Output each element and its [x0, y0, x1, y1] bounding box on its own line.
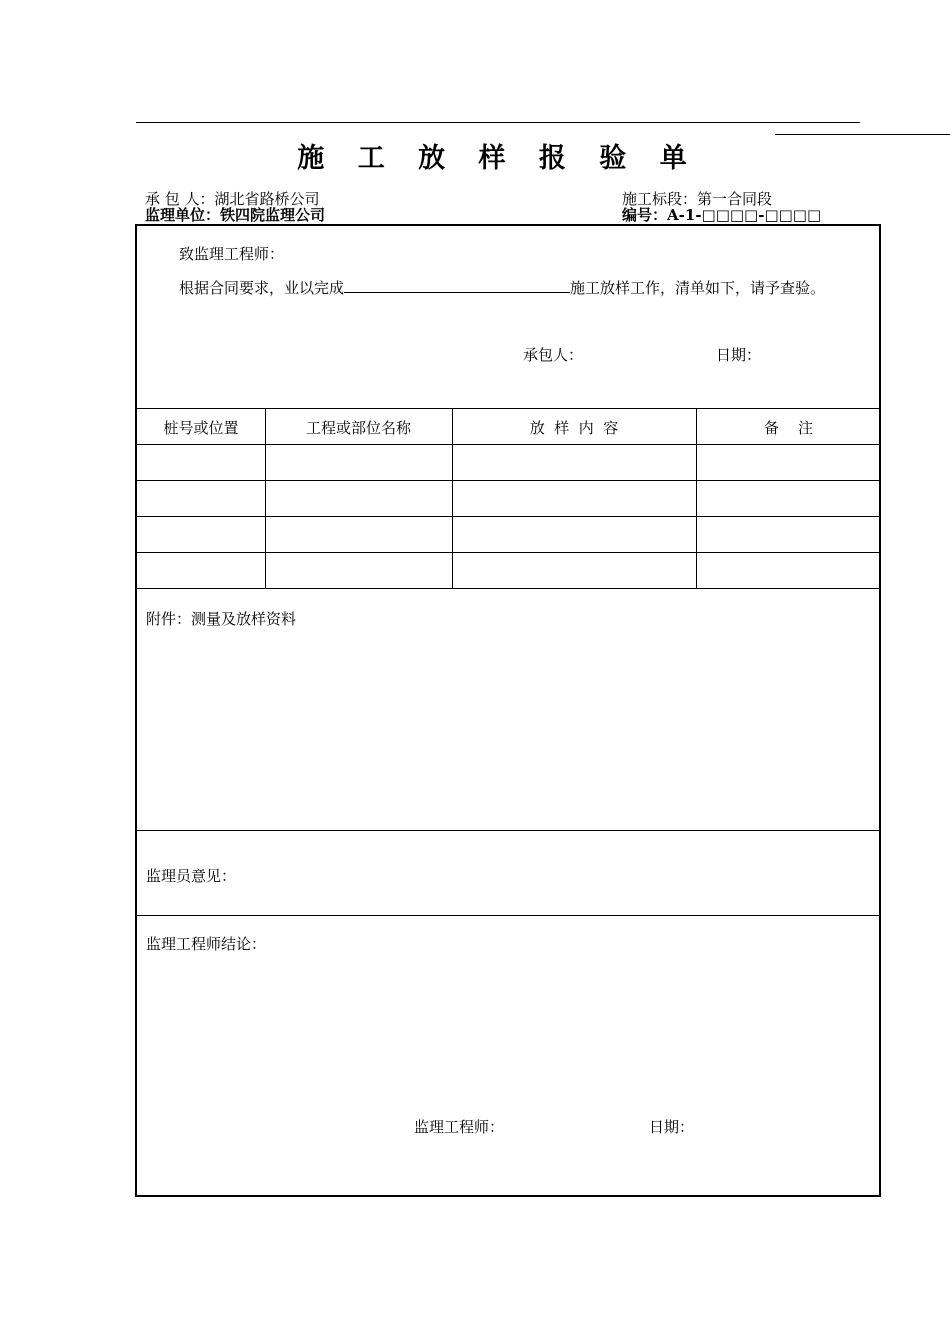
- letter-body: [179, 277, 825, 298]
- code-value: A-1-□□□□-□□□□: [667, 206, 822, 224]
- greeting: 致监理工程师：: [179, 245, 285, 263]
- table-row-border: [137, 552, 879, 553]
- header-rule-right: [775, 134, 950, 135]
- header-project-part: 工程或部位名称: [305, 419, 411, 437]
- attachment-label: 附件：测量及放样资料: [146, 610, 297, 628]
- section-divider: [137, 830, 879, 831]
- section-value: 第一合同段: [697, 190, 773, 208]
- contractor-label: 承 包 人：: [145, 190, 215, 208]
- letter-body-prefix: 根据合同要求，业以完成: [179, 279, 345, 297]
- supervisor-label: 监理单位：: [145, 206, 221, 224]
- header-layout-content: 放 样 内 容: [529, 419, 619, 437]
- contractor-value: 湖北省路桥公司: [214, 190, 320, 208]
- letter-body-suffix: 施工放样工作，清单如下，请予查验。: [570, 279, 826, 297]
- letter-date-label: 日期：: [716, 346, 762, 364]
- header-remarks: 备 注: [763, 419, 814, 437]
- header-station: 桩号或位置: [163, 419, 239, 437]
- completed-work-blank[interactable]: [344, 278, 570, 293]
- engineer-conclusion-label: 监理工程师结论：: [146, 935, 267, 953]
- engineer-date-label: 日期：: [649, 1118, 695, 1136]
- engineer-sign-label: 监理工程师：: [414, 1118, 505, 1136]
- inspector-opinion-label: 监理员意见：: [146, 867, 237, 885]
- supervisor-line: [145, 207, 325, 224]
- table-top-border: [137, 408, 879, 409]
- inspection-form: [135, 224, 881, 1197]
- form-title: 施 工 放 样 报 验 单: [297, 143, 699, 174]
- section-divider: [137, 915, 879, 916]
- table-row-border: [137, 516, 879, 517]
- table-bottom-border: [137, 588, 879, 589]
- section-label: 施工标段：: [622, 190, 698, 208]
- table-row-border: [137, 480, 879, 481]
- supervisor-value: 铁四院监理公司: [220, 206, 326, 224]
- header-rule: [136, 122, 860, 123]
- code-label: 编号：: [622, 206, 668, 224]
- code-line: [622, 207, 821, 224]
- contractor-sign-label: 承包人：: [523, 346, 584, 364]
